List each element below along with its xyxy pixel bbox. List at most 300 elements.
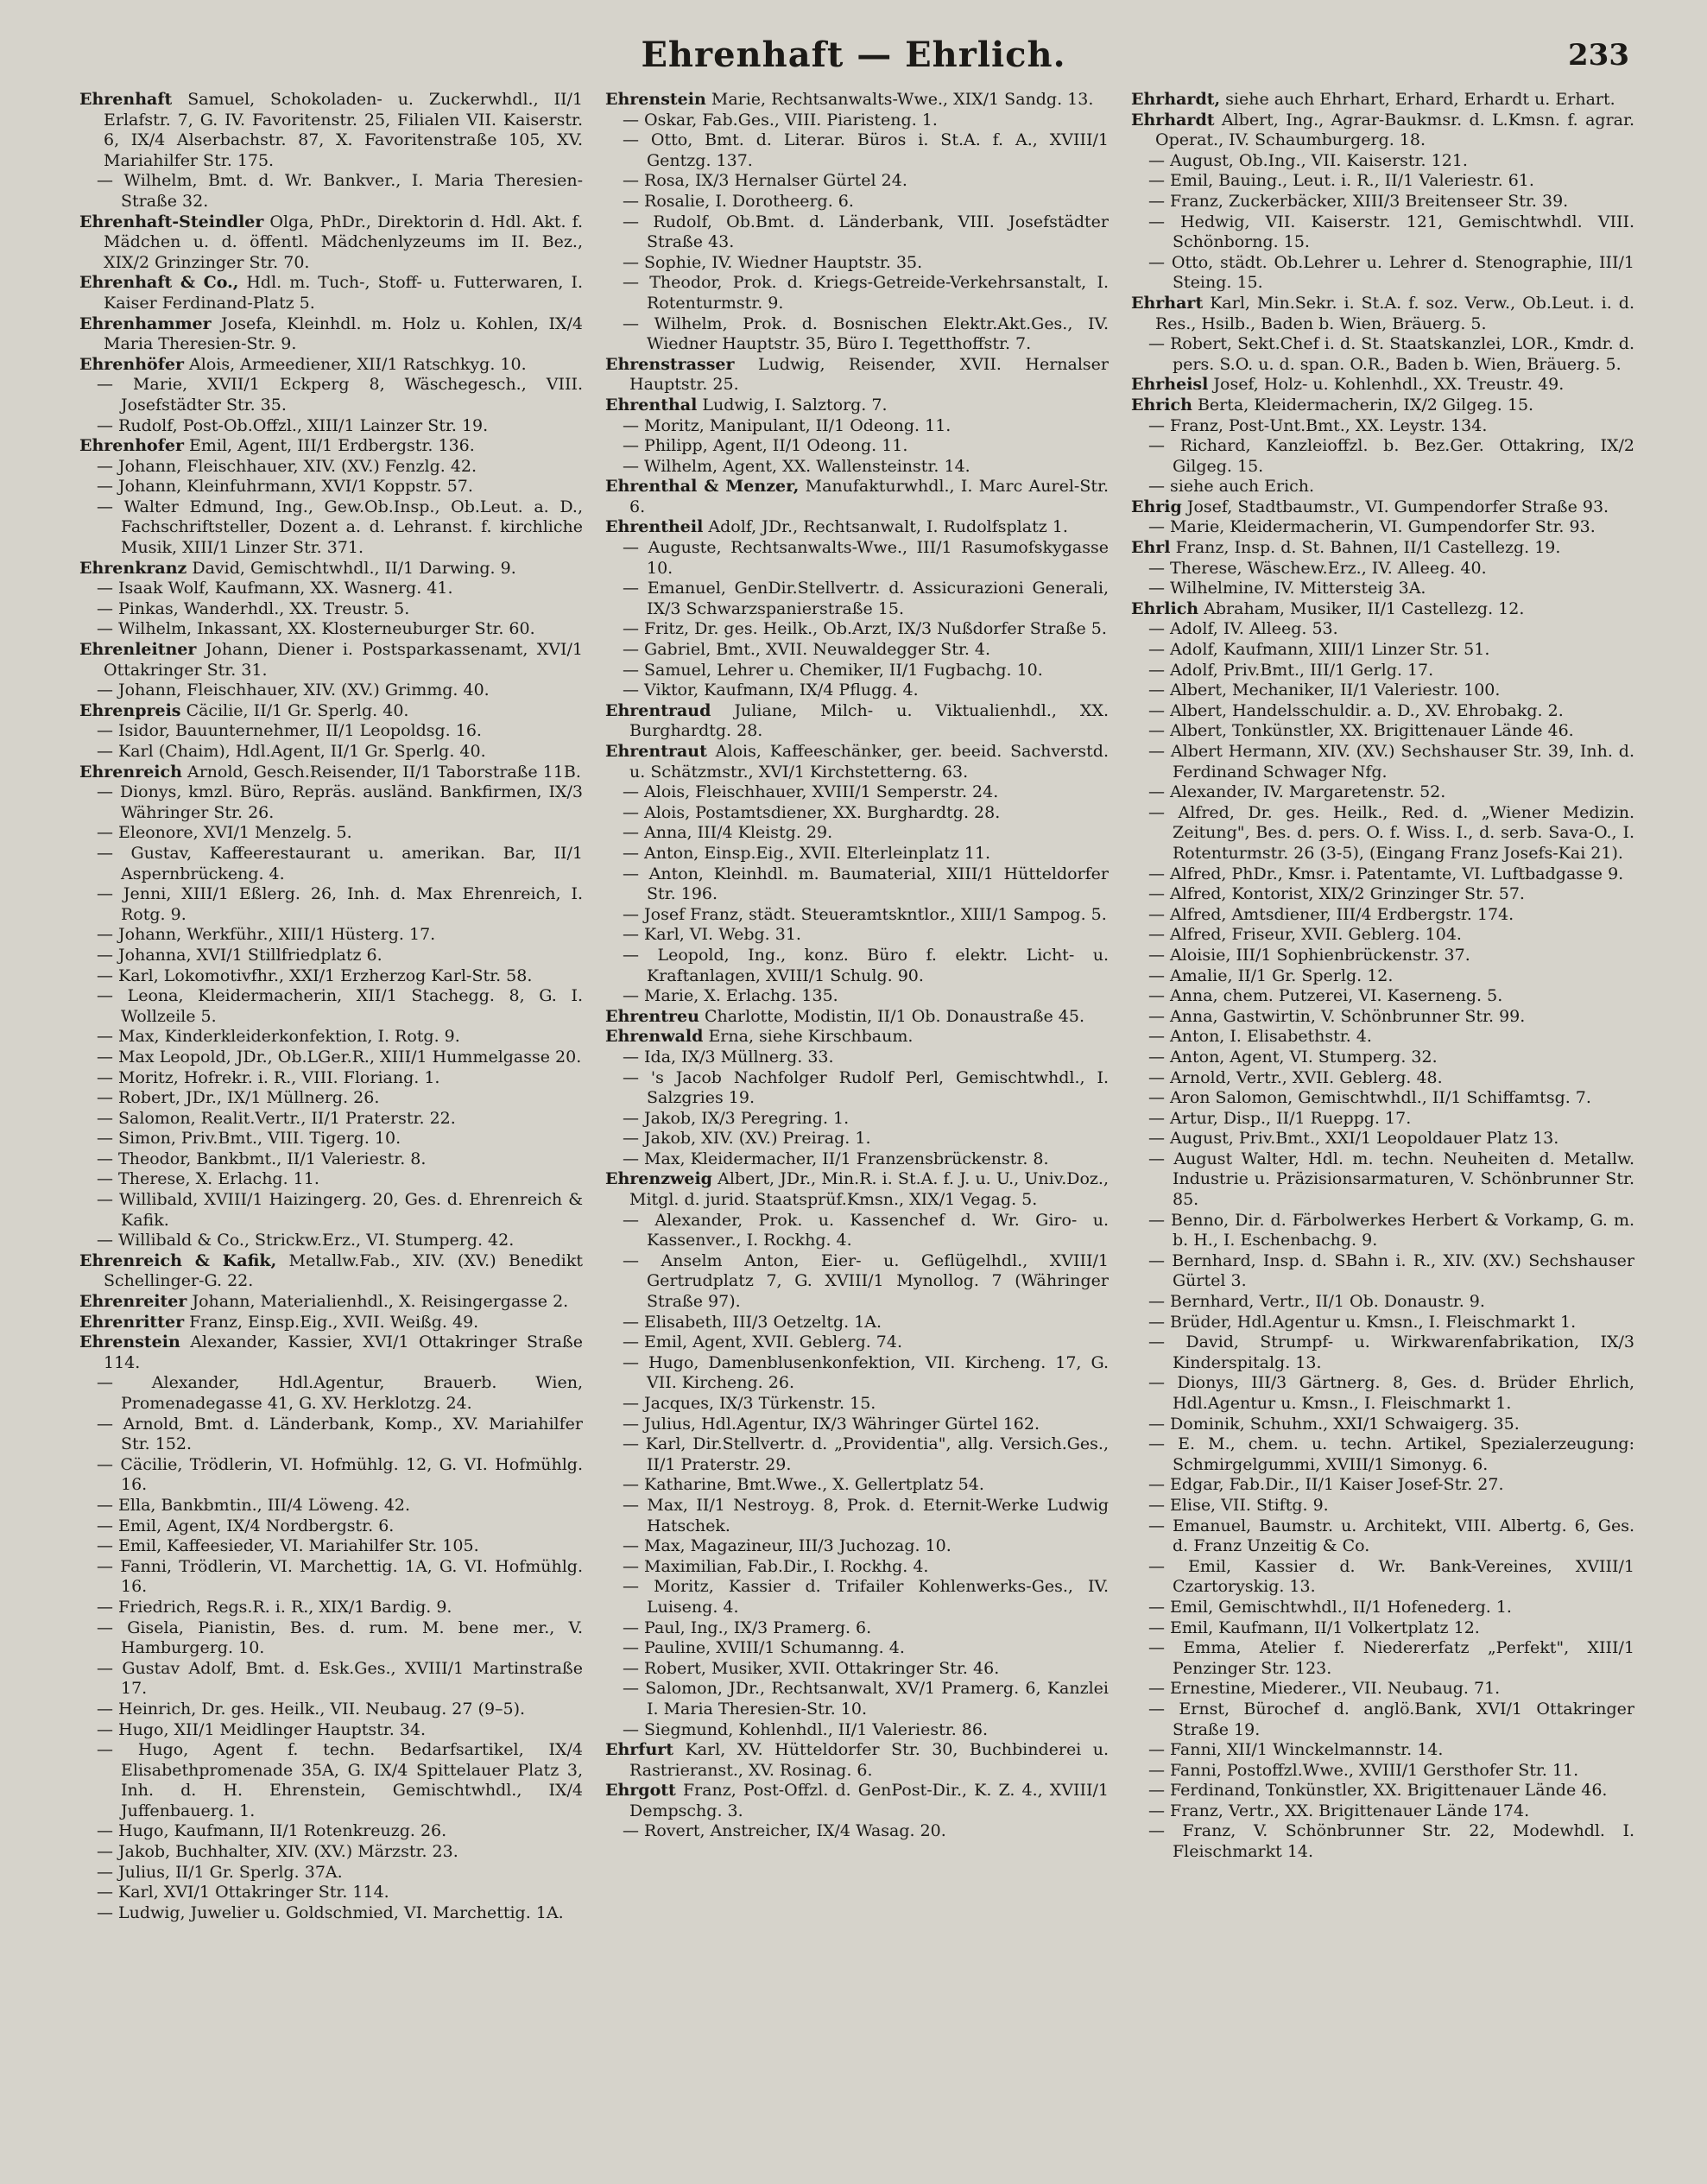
page-number: 233	[1568, 38, 1629, 73]
directory-entry	[79, 171, 583, 212]
directory-entry	[1131, 1557, 1634, 1598]
directory-entry	[605, 1211, 1109, 1251]
directory-entry	[1131, 1679, 1634, 1700]
directory-entry	[605, 1109, 1109, 1130]
directory-entry	[1131, 1292, 1634, 1313]
directory-entry	[1131, 1821, 1634, 1862]
entry-details: Albert, JDr., Min.R. i. St.A. f. J. u. U., Univ.Doz., Mitgl. d. jurid. Staatsprüf.Kmsn., XIX/1 Vegag. 5.	[629, 1169, 1109, 1210]
entry-details: — Siegmund, Kohlenhdl., II/1 Valeriestr. 86.	[623, 1719, 989, 1739]
entry-surname: Ehrgott	[605, 1781, 676, 1801]
entry-details: Alois, Kaffeeschänker, ger. beeid. Sachverstd. u. Schätzmstr., XVI/1 Kirchstetterng. 63.	[629, 742, 1109, 782]
entry-details: — Franz, V. Schönbrunner Str. 22, Modewhdl. I. Fleischmarkt 14.	[1148, 1821, 1634, 1862]
directory-entry	[1131, 1740, 1634, 1761]
entry-details: — Anna, Gastwirtin, V. Schönbrunner Str. 99.	[1148, 1006, 1526, 1026]
directory-entry	[79, 1088, 583, 1109]
entry-details: — Walter Edmund, Ing., Gew.Ob.Insp., Ob.Leut. a. D., Fachschriftsteller, Dozent a. d. Lehranst. f. kirchliche Musik, XIII/1 Linzer Str. 371.	[97, 497, 583, 558]
entry-details: — Fritz, Dr. ges. Heilk., Ob.Arzt, IX/3 Nußdorfer Straße 5.	[623, 619, 1107, 639]
directory-entry	[79, 884, 583, 925]
directory-entry	[605, 477, 1109, 517]
directory-entry	[605, 396, 1109, 416]
entry-details: — Albert, Handelsschuldir. a. D., XV. Ehrobakg. 2.	[1148, 700, 1564, 720]
directory-entry	[1131, 925, 1634, 946]
entry-surname: Ehrenritter	[79, 1312, 185, 1332]
entry-surname: Ehrhart	[1131, 293, 1204, 313]
entry-details: Emil, Agent, III/1 Erdbergstr. 136.	[189, 436, 475, 456]
directory-entry	[605, 1659, 1109, 1680]
directory-entry	[1131, 1598, 1634, 1618]
directory-entry	[1131, 171, 1634, 192]
entry-details: — Oskar, Fab.Ges., VIII. Piaristeng. 1.	[623, 110, 938, 130]
directory-entry	[1131, 294, 1634, 334]
entry-details: — Amalie, II/1 Gr. Sperlg. 12.	[1148, 965, 1394, 985]
entry-details: — Emil, Bauing., Leut. i. R., II/1 Valeriestr. 61.	[1148, 171, 1534, 191]
directory-entry	[1131, 1618, 1634, 1639]
entry-details: — Albert, Tonkünstler, XX. Brigittenauer Lände 46.	[1148, 721, 1574, 741]
directory-entry	[605, 1149, 1109, 1170]
directory-entry	[1131, 579, 1634, 599]
entry-details: — Paul, Ing., IX/3 Pramerg. 6.	[623, 1617, 872, 1637]
entry-details: — Anna, III/4 Kleistg. 29.	[623, 823, 833, 843]
entry-details: — Dionys, III/3 Gärtnerg. 8, Ges. d. Brüder Ehrlich, Hdl.Agentur u. Kmsn., I. Fleischmarkt 1.	[1148, 1373, 1634, 1413]
entry-details: — Johann, Werkführ., XIII/1 Hüsterg. 17.	[97, 925, 436, 945]
entry-details: — Auguste, Rechtsanwalts-Wwe., III/1 Rasumofskygasse 10.	[623, 538, 1109, 578]
entry-details: — Johann, Fleischhauer, XIV. (XV.) Fenzlg. 42.	[97, 456, 477, 476]
entry-details: Ludwig, Reisender, XVII. Hernalser Hauptstr. 25.	[629, 354, 1109, 395]
directory-entry	[79, 1516, 583, 1537]
directory-entry	[605, 1496, 1109, 1536]
directory-entry	[1131, 864, 1634, 885]
directory-entry	[79, 1863, 583, 1883]
directory-entry	[605, 1577, 1109, 1617]
directory-entry	[1131, 1761, 1634, 1782]
directory-entry	[79, 599, 583, 620]
directory-entry	[1131, 436, 1634, 477]
directory-entry	[1131, 477, 1634, 497]
directory-entry	[79, 1740, 583, 1821]
entry-details: — Anton, I. Elisabethstr. 4.	[1148, 1027, 1372, 1047]
entry-details: — Friedrich, Regs.R. i. R., XIX/1 Bardig. 9.	[97, 1597, 452, 1617]
entry-details: — Arnold, Bmt. d. Länderbank, Komp., XV. Mariahilfer Str. 152.	[97, 1414, 583, 1454]
directory-entry	[79, 497, 583, 559]
directory-entry	[1131, 1068, 1634, 1089]
directory-entry	[605, 1679, 1109, 1719]
entry-details: — Brüder, Hdl.Agentur u. Kmsn., I. Fleischmarkt 1.	[1148, 1312, 1577, 1332]
entry-details: — Leona, Kleidermacherin, XII/1 Stachegg. 8, G. I. Wollzeile 5.	[97, 986, 583, 1026]
directory-entry	[1131, 1373, 1634, 1414]
entry-surname: Ehrenzweig	[605, 1169, 712, 1189]
directory-entry	[605, 905, 1109, 926]
directory-entry	[79, 212, 583, 274]
directory-entry	[79, 986, 583, 1027]
directory-entry	[605, 355, 1109, 396]
entry-details: — Ludwig, Juwelier u. Goldschmied, VI. Marchettig. 1A.	[97, 1902, 564, 1922]
directory-entry	[79, 1333, 583, 1373]
entry-details: — Jenni, XIII/1 Eßlerg. 26, Inh. d. Max Ehrenreich, I. Rotg. 9.	[97, 884, 583, 924]
entry-details: — Alois, Postamtsdiener, XX. Burghardtg. 28.	[623, 802, 1001, 822]
directory-entry	[79, 1536, 583, 1557]
entry-details: — Adolf, Kaufmann, XIII/1 Linzer Str. 51.	[1148, 640, 1490, 660]
directory-entry	[1131, 1475, 1634, 1496]
entry-surname: Ehrheisl	[1131, 375, 1209, 395]
entry-surname: Ehrentraud	[605, 700, 711, 720]
directory-entry	[1131, 1801, 1634, 1822]
entry-details: — Franz, Vertr., XX. Brigittenauer Lände 174.	[1148, 1801, 1530, 1820]
page-header	[0, 35, 1707, 86]
directory-entry	[79, 782, 583, 823]
entry-details: Olga, PhDr., Direktorin d. Hdl. Akt. f. Mädchen u. d. öffentl. Mädchenlyzeums im II. Bez., XIX/2 Grinzinger Str. 70.	[104, 212, 583, 272]
entry-details: — Salomon, Realit.Vertr., II/1 Praterstr. 22.	[97, 1108, 456, 1128]
directory-entry	[605, 1720, 1109, 1741]
entry-details: — Anselm Anton, Eier- u. Geflügelhdl., XVIII/1 Gertrudplatz 7, G. XVIII/1 Mynollog. 7 (Währinger Straße 97).	[623, 1250, 1109, 1312]
directory-entry	[1131, 986, 1634, 1007]
directory-entry	[1131, 416, 1634, 437]
directory-entry	[1131, 619, 1634, 640]
entry-details: Metallw.Fab., XIV. (XV.) Benedikt Schellinger-G. 22.	[104, 1250, 583, 1291]
entry-details: Abraham, Musiker, II/1 Castellezg. 12.	[1204, 598, 1525, 618]
entry-details: Ludwig, I. Salztorg. 7.	[702, 395, 888, 415]
directory-entry	[605, 782, 1109, 803]
entry-surname: Ehrenleitner	[79, 640, 197, 660]
entry-details: — Gustav, Kaffeerestaurant u. amerikan. Bar, II/1 Aspernbrückeng. 4.	[97, 843, 583, 883]
directory-entry	[1131, 661, 1634, 681]
entry-details: — Johann, Fleischhauer, XIV. (XV.) Grimmg. 40.	[97, 681, 490, 700]
entry-details: — Hugo, Damenblusenkonfektion, VII. Kircheng. 17, G. VII. Kircheng. 26.	[623, 1352, 1109, 1393]
directory-entry	[79, 681, 583, 701]
directory-entry	[605, 457, 1109, 478]
entry-details: — Arnold, Vertr., XVII. Geblerg. 48.	[1148, 1067, 1443, 1087]
directory-entry	[605, 1313, 1109, 1333]
directory-entry	[79, 844, 583, 884]
entry-details: — Isidor, Bauunternehmer, II/1 Leopoldsg. 16.	[97, 721, 482, 741]
entry-details: — Marie, Kleidermacherin, VI. Gumpendorfer Str. 93.	[1148, 517, 1596, 537]
directory-entry	[79, 742, 583, 763]
directory-entry	[1131, 1007, 1634, 1028]
entry-details: — Rosa, IX/3 Hernalser Gürtel 24.	[623, 171, 907, 191]
entry-details: — Alfred, Kontorist, XIX/2 Grinzinger Str. 57.	[1148, 884, 1525, 904]
directory-entry	[79, 966, 583, 987]
directory-entry	[605, 1638, 1109, 1659]
entry-details: — Moritz, Manipulant, II/1 Odeong. 11.	[623, 415, 951, 435]
entry-details: — Emil, Kaufmann, II/1 Volkertplatz 12.	[1148, 1617, 1480, 1637]
entry-details: — Karl, XVI/1 Ottakringer Str. 114.	[97, 1883, 389, 1902]
directory-entry	[605, 1557, 1109, 1578]
directory-entry	[605, 619, 1109, 640]
entry-surname: Ehrenreich	[79, 762, 182, 782]
entry-details: — Dionys, kmzl. Büro, Repräs. ausländ. Bankfirmen, IX/3 Währinger Str. 26.	[97, 782, 583, 822]
entry-surname: Ehrenhaft	[79, 90, 173, 109]
entry-details: Juliane, Milch- u. Viktualienhdl., XX. Burghardtg. 28.	[629, 700, 1109, 741]
directory-entry	[1131, 1434, 1634, 1475]
entry-details: — Bernhard, Vertr., II/1 Ob. Donaustr. 9.	[1148, 1292, 1485, 1312]
entry-details: — Jakob, IX/3 Peregring. 1.	[623, 1108, 850, 1128]
directory-entry	[605, 701, 1109, 742]
entry-details: — Jacques, IX/3 Türkenstr. 15.	[623, 1394, 876, 1413]
directory-entry	[1131, 966, 1634, 987]
directory-entry	[79, 946, 583, 966]
directory-entry	[79, 763, 583, 783]
directory-entry	[605, 640, 1109, 661]
directory-entry	[79, 701, 583, 722]
directory-entry	[1131, 721, 1634, 742]
entry-details: — Therese, Wäschew.Erz., IV. Alleeg. 40.	[1148, 558, 1487, 578]
entry-details: — Emma, Atelier f. Niedererfatz „Perfekt", XIII/1 Penzinger Str. 123.	[1148, 1638, 1634, 1678]
directory-entry	[605, 273, 1109, 313]
entry-details: — Marie, XVII/1 Eckperg 8, Wäschegesch., VIII. Josefstädter Str. 35.	[97, 375, 583, 415]
entry-surname: Ehrenstein	[605, 90, 706, 109]
entry-details: Berta, Kleidermacherin, IX/2 Gilgeg. 15.	[1197, 395, 1534, 415]
entry-details: — Otto, städt. Ob.Lehrer u. Lehrer d. Stenographie, III/1 Steing. 15.	[1148, 252, 1634, 293]
entry-details: — Gustav Adolf, Bmt. d. Esk.Ges., XVIII/1 Martinstraße 17.	[97, 1658, 583, 1699]
entry-surname: Ehrenhaft-Steindler	[79, 212, 264, 231]
directory-entry	[605, 986, 1109, 1007]
entry-details: — Willibald, XVIII/1 Haizingerg. 20, Ges. d. Ehrenreich & Kafik.	[97, 1190, 583, 1230]
directory-entry	[79, 1700, 583, 1720]
directory-entry	[79, 375, 583, 415]
entry-surname: Ehrhardt,	[1131, 90, 1221, 109]
entry-details: — Alfred, Friseur, XVII. Geblerg. 104.	[1148, 925, 1462, 945]
directory-entry	[79, 477, 583, 497]
entry-surname: Ehrfurt	[605, 1740, 674, 1760]
entry-surname: Ehrenpreis	[79, 700, 181, 720]
directory-entry	[79, 640, 583, 681]
directory-entry	[605, 681, 1109, 701]
directory-entry	[605, 661, 1109, 681]
directory-entry	[605, 1618, 1109, 1639]
entry-details: Josefa, Kleinhdl. m. Holz u. Kohlen, IX/4 Maria Theresien-Str. 9.	[104, 313, 583, 354]
entry-details: — Emil, Kaffeesieder, VI. Mariahilfer Str. 105.	[97, 1536, 479, 1556]
directory-entry	[605, 925, 1109, 946]
entry-details: — Julius, Hdl.Agentur, IX/3 Währinger Gürtel 162.	[623, 1414, 1040, 1434]
entry-details: — Wilhelm, Agent, XX. Wallensteinstr. 14.	[623, 456, 970, 476]
entry-details: — Hugo, Agent f. techn. Bedarfsartikel, IX/4 Elisabethpromenade 35A, G. IX/4 Spittelauer Platz 3, Inh. d. H. Ehrenstein, Gemischtwhdl., IX/4 Juffenbauerg. 1.	[97, 1740, 583, 1820]
entry-details: — Aron Salomon, Gemischtwhdl., II/1 Schiffamtsg. 7.	[1148, 1088, 1591, 1108]
entry-details: — Emil, Kassier d. Wr. Bank-Vereines, XVIII/1 Czartoryskig. 13.	[1148, 1556, 1634, 1597]
directory-entry	[1131, 1251, 1634, 1292]
directory-entry	[1131, 559, 1634, 579]
directory-entry	[79, 1109, 583, 1130]
entry-details: — Julius, II/1 Gr. Sperlg. 37A.	[97, 1862, 343, 1882]
entry-details: — Benno, Dir. d. Färbolwerkes Herbert & Vorkamp, G. m. b. H., I. Eschenbachg. 9.	[1148, 1210, 1634, 1250]
entry-details: — Rudolf, Ob.Bmt. d. Länderbank, VIII. Josefstädter Straße 43.	[623, 212, 1109, 252]
entry-details: — Theodor, Bankbmt., II/1 Valeriestr. 8.	[97, 1149, 427, 1168]
directory-entry	[605, 1781, 1109, 1821]
entry-details: — August Walter, Hdl. m. techn. Neuheiten d. Metallw. Industrie u. Präzisionsarmaturen, V. Schönbrunner Str. 85.	[1148, 1149, 1634, 1210]
entry-details: Erna, siehe Kirschbaum.	[708, 1027, 914, 1047]
entry-details: — Cäcilie, Trödlerin, VI. Hofmühlg. 12, G. VI. Hofmühlg. 16.	[97, 1454, 583, 1495]
directory-entry	[605, 1027, 1109, 1048]
directory-entry	[79, 314, 583, 355]
entry-details: — Adolf, Priv.Bmt., III/1 Gerlg. 17.	[1148, 660, 1434, 680]
directory-entry	[1131, 681, 1634, 701]
entry-details: — Karl, VI. Webg. 31.	[623, 925, 801, 945]
directory-entry	[605, 1169, 1109, 1210]
entry-details: Alexander, Kassier, XVI/1 Ottakringer Straße 114.	[104, 1333, 583, 1372]
directory-entry	[79, 90, 583, 171]
entry-surname: Ehrhardt	[1131, 110, 1215, 130]
entry-details: — Robert, JDr., IX/1 Müllnerg. 26.	[97, 1088, 380, 1108]
directory-entry	[1131, 1313, 1634, 1333]
directory-entry	[605, 111, 1109, 131]
entry-details: — Karl, Dir.Stellvertr. d. „Providentia", allg. Versich.Ges., II/1 Praterstr. 29.	[623, 1434, 1109, 1474]
entry-details: — Jakob, XIV. (XV.) Preirag. 1.	[623, 1129, 871, 1149]
directory-entry	[1131, 905, 1634, 926]
entry-details: — Fanni, Trödlerin, VI. Marchettig. 1A, G. VI. Hofmühlg. 16.	[97, 1556, 583, 1597]
entry-details: Manufakturwhdl., I. Marc Aurel-Str. 6.	[629, 477, 1109, 516]
entry-details: — Fanni, Postoffzl.Wwe., XVIII/1 Gersthofer Str. 11.	[1148, 1760, 1579, 1780]
directory-entry	[79, 1618, 583, 1659]
entry-surname: Ehrich	[1131, 395, 1192, 415]
entry-surname: Ehrenthal	[605, 395, 698, 415]
entry-details: Arnold, Gesch.Reisender, II/1 Taborstraße 11B.	[187, 762, 581, 782]
entry-details: — Emil, Gemischtwhdl., II/1 Hofenederg. 1.	[1148, 1597, 1512, 1617]
entry-details: — Richard, Kanzleioffzl. b. Bez.Ger. Ottakring, IX/2 Gilgeg. 15.	[1148, 436, 1634, 476]
entry-details: — Alfred, PhDr., Kmsr. i. Patentamte, VI. Luftbadgasse 9.	[1148, 864, 1624, 883]
entry-surname: Ehrentraut	[605, 742, 707, 761]
entry-details: — Theodor, Prok. d. Kriegs-Getreide-Verkehrsanstalt, I. Rotenturmstr. 9.	[623, 273, 1109, 313]
entry-details: siehe auch Ehrhart, Erhard, Erhardt u. Erhart.	[1225, 90, 1615, 109]
entry-details: — Max, Kinderkleiderkonfektion, I. Rotg. 9.	[97, 1027, 460, 1047]
entry-details: — Alexander, IV. Margaretenstr. 52.	[1148, 782, 1446, 802]
directory-entry	[79, 925, 583, 946]
entry-surname: Ehrlich	[1131, 598, 1199, 618]
entry-details: Johann, Materialienhdl., X. Reisingergasse 2.	[192, 1292, 569, 1312]
directory-entry	[1131, 90, 1634, 111]
directory-entry	[1131, 1088, 1634, 1109]
entry-details: — Alois, Fleischhauer, XVIII/1 Semperstr. 24.	[623, 782, 999, 802]
entry-details: — Max Leopold, JDr., Ob.LGer.R., XIII/1 Hummelgasse 20.	[97, 1047, 582, 1067]
entry-details: — Samuel, Lehrer u. Chemiker, II/1 Fugbachg. 10.	[623, 660, 1043, 680]
directory-entry	[79, 1883, 583, 1903]
directory-entry	[1131, 375, 1634, 396]
entry-details: — Alfred, Dr. ges. Heilk., Red. d. „Wiener Medizin. Zeitung", Bes. d. pers. O. f. Wiss. I., d. serb. Sava-O., I. Rotenturmstr. 26 (3-5), (Eingang Franz Josefs-Kai 21).	[1148, 802, 1634, 863]
entry-details: — Franz, Post-Unt.Bmt., XX. Leystr. 134.	[1148, 415, 1488, 435]
directory-entry	[1131, 1781, 1634, 1801]
directory-entry	[79, 559, 583, 579]
directory-entry	[605, 130, 1109, 171]
directory-entry	[79, 579, 583, 599]
directory-entry	[605, 538, 1109, 579]
directory-entry	[605, 1821, 1109, 1842]
directory-entry	[79, 1598, 583, 1618]
directory-entry	[605, 1536, 1109, 1557]
directory-entry	[79, 1455, 583, 1496]
entry-details: — Pinkas, Wanderhdl., XX. Treustr. 5.	[97, 598, 410, 618]
directory-entry	[79, 1373, 583, 1414]
entry-details: — Max, II/1 Nestroyg. 8, Prok. d. Eternit-Werke Ludwig Hatschek.	[623, 1495, 1109, 1535]
directory-entry	[605, 579, 1109, 619]
directory-entry	[79, 1251, 583, 1292]
entry-details: — Aloisie, III/1 Sophienbrückenstr. 37.	[1148, 945, 1470, 965]
entry-details: — Hedwig, VII. Kaiserstr. 121, Gemischtwhdl. VIII. Schönborng. 15.	[1148, 212, 1634, 252]
entry-details: — Albert, Mechaniker, II/1 Valeriestr. 100.	[1148, 681, 1501, 700]
directory-entry	[605, 416, 1109, 437]
directory-entry	[79, 416, 583, 437]
entry-details: — siehe auch Erich.	[1148, 477, 1315, 497]
directory-entry	[605, 803, 1109, 824]
directory-entry	[605, 1007, 1109, 1028]
entry-details: Samuel, Schokoladen- u. Zuckerwhdl., II/1 Erlafstr. 7, G. IV. Favoritenstr. 25, Filialen VII. Kaiserstr. 6, IX/4 Alserbachstr. 87, X. Favoritenstraße 105, XV. Mariahilfer Str. 175.	[104, 90, 583, 170]
directory-entry	[79, 1048, 583, 1068]
entry-details: — Elisabeth, III/3 Oetzeltg. 1A.	[623, 1312, 882, 1332]
entry-details: — August, Ob.Ing., VII. Kaiserstr. 121.	[1148, 150, 1468, 170]
entry-details: Charlotte, Modistin, II/1 Ob. Donaustraße 45.	[704, 1006, 1084, 1026]
directory-entry	[1131, 782, 1634, 803]
directory-entry	[605, 1129, 1109, 1149]
entry-details: — Anton, Kleinhdl. m. Baumaterial, XIII/1 Hütteldorfer Str. 196.	[623, 864, 1109, 904]
entry-details: — Pauline, XVIII/1 Schumanng. 4.	[623, 1638, 905, 1658]
entry-details: — Bernhard, Insp. d. SBahn i. R., XIV. (XV.) Sechshauser Gürtel 3.	[1148, 1250, 1634, 1291]
directory-entry	[1131, 1027, 1634, 1048]
column-1	[79, 90, 583, 2158]
entry-details: — Emil, Agent, XVII. Geblerg. 74.	[623, 1333, 903, 1352]
directory-entry	[1131, 1496, 1634, 1516]
entry-details: — Rovert, Anstreicher, IX/4 Wasag. 20.	[623, 1821, 946, 1841]
directory-entry	[605, 864, 1109, 905]
entry-surname: Ehrl	[1131, 538, 1171, 558]
directory-entry	[605, 253, 1109, 274]
directory-entry	[1131, 538, 1634, 559]
directory-entry	[605, 1353, 1109, 1394]
entry-details: — Emanuel, Baumstr. u. Architekt, VIII. Albertg. 6, Ges. d. Franz Unzeitig & Co.	[1148, 1516, 1634, 1556]
directory-entry	[79, 1292, 583, 1313]
directory-entry	[1131, 1109, 1634, 1130]
directory-entry	[1131, 1048, 1634, 1068]
directory-entry	[1131, 599, 1634, 620]
entry-details: — Johanna, XVI/1 Stillfriedplatz 6.	[97, 945, 382, 965]
directory-entry	[1131, 253, 1634, 294]
entry-details: — Ella, Bankbmtin., III/4 Löweng. 42.	[97, 1495, 411, 1515]
entry-details: — Isaak Wolf, Kaufmann, XX. Wasnerg. 41.	[97, 579, 453, 598]
entry-details: — Willibald & Co., Strickw.Erz., VI. Stumperg. 42.	[97, 1231, 515, 1250]
entry-details: Hdl. m. Tuch-, Stoff- u. Futterwaren, I. Kaiser Ferdinand-Platz 5.	[104, 273, 583, 313]
directory-entry	[1131, 192, 1634, 212]
entry-details: Franz, Einsp.Eig., XVII. Weißg. 49.	[189, 1312, 479, 1332]
entry-details: — Simon, Priv.Bmt., VIII. Tigerg. 10.	[97, 1129, 401, 1149]
directory-entry	[1131, 1516, 1634, 1557]
entry-details: Cäcilie, II/1 Gr. Sperlg. 40.	[186, 700, 409, 720]
directory-entry	[605, 90, 1109, 111]
entry-surname: Ehrenhöfer	[79, 354, 184, 374]
entry-details: — Ferdinand, Tonkünstler, XX. Brigittenauer Lände 46.	[1148, 1781, 1608, 1801]
entry-details: — Sophie, IV. Wiedner Hauptstr. 35.	[623, 252, 923, 272]
directory-entry	[1131, 1638, 1634, 1679]
entry-details: Adolf, JDr., Rechtsanwalt, I. Rudolfsplatz 1.	[708, 517, 1068, 537]
directory-entry	[79, 436, 583, 457]
directory-entry	[1131, 212, 1634, 253]
directory-entry	[79, 1415, 583, 1455]
column-3	[1131, 90, 1634, 2158]
entry-surname: Ehrentreu	[605, 1006, 699, 1026]
directory-entry	[79, 1068, 583, 1089]
entry-details: — Katharine, Bmt.Wwe., X. Gellertplatz 54.	[623, 1475, 984, 1495]
directory-entry	[1131, 803, 1634, 864]
directory-entry	[1131, 640, 1634, 661]
entry-details: — Marie, X. Erlachg. 135.	[623, 986, 838, 1006]
entry-details: — Moritz, Kassier d. Trifailer Kohlenwerks-Ges., IV. Luiseng. 4.	[623, 1577, 1109, 1617]
entry-details: — Otto, Bmt. d. Literar. Büros i. St.A. f. A., XVIII/1 Gentzg. 137.	[623, 130, 1109, 170]
directory-entry	[79, 1557, 583, 1598]
entry-details: — Ernestine, Miederer., VII. Neubaug. 71.	[1148, 1679, 1501, 1699]
directory-entry	[79, 1169, 583, 1190]
entry-details: — Eleonore, XVI/1 Menzelg. 5.	[97, 823, 352, 843]
directory-entry	[605, 212, 1109, 253]
entry-details: — Gabriel, Bmt., XVII. Neuwaldegger Str. 4.	[623, 640, 991, 660]
entry-details: — Wilhelm, Bmt. d. Wr. Bankver., I. Maria Theresien-Straße 32.	[97, 171, 583, 211]
directory-entry	[79, 1842, 583, 1863]
directory-entry	[79, 823, 583, 844]
directory-entry	[1131, 151, 1634, 172]
entry-surname: Ehrenstrasser	[605, 354, 735, 374]
